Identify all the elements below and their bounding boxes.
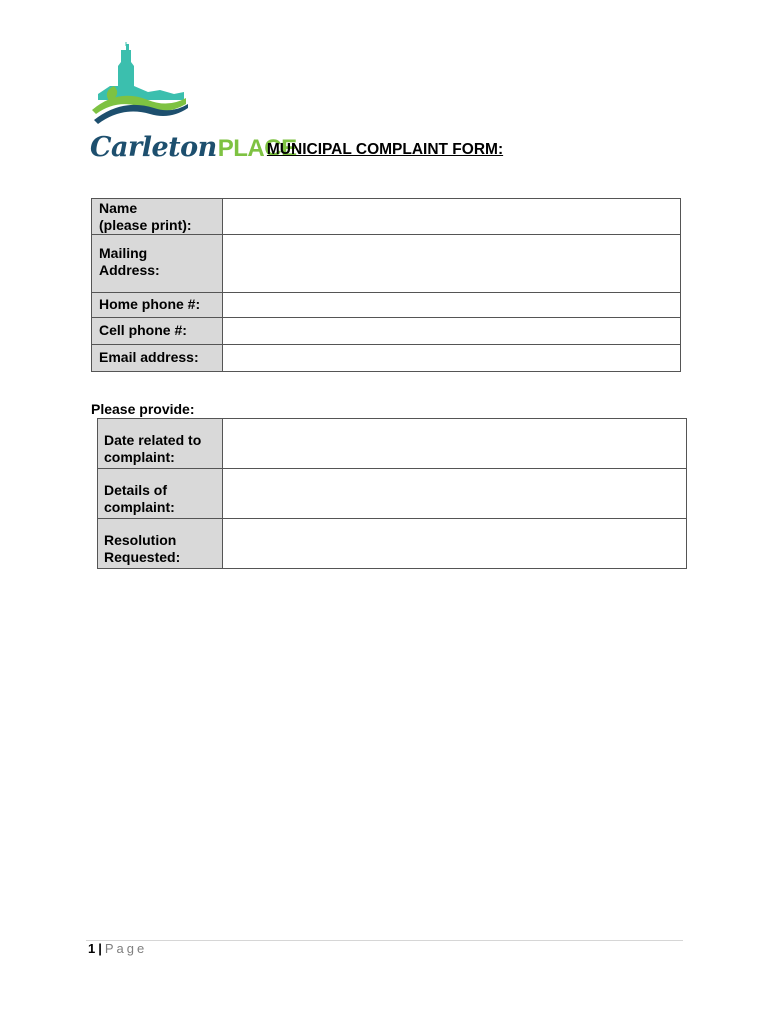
page-title: MUNICIPAL COMPLAINT FORM: [266, 141, 504, 158]
contact-info-table [91, 198, 681, 372]
label-line: Name [99, 200, 138, 216]
table-row [92, 199, 681, 235]
complaint-date-label [98, 419, 223, 469]
label-line: Cell phone #: [99, 322, 187, 338]
table-row [98, 519, 687, 569]
label-line: complaint: [104, 499, 175, 515]
footer-divider [86, 940, 683, 941]
cell-phone-label [92, 318, 223, 345]
table-row [92, 318, 681, 345]
name-label [92, 199, 223, 235]
label-line: Address: [99, 262, 160, 278]
cell-phone-field[interactable] [223, 318, 681, 345]
label-line: Requested: [104, 549, 181, 565]
complaint-details-field[interactable] [223, 469, 687, 519]
label-line: complaint: [104, 449, 175, 465]
label-line: (please print): [99, 217, 192, 233]
carleton-place-logo [88, 42, 297, 163]
footer-separator: | [98, 941, 102, 956]
complaint-details-table [97, 418, 687, 569]
label-line: Home phone #: [99, 296, 201, 312]
resolution-requested-field[interactable] [223, 519, 687, 569]
label-line: Details of [104, 482, 168, 498]
email-address-label [92, 345, 223, 372]
table-row [98, 419, 687, 469]
table-row [92, 235, 681, 293]
label-line: Resolution [104, 532, 177, 548]
mailing-address-label [92, 235, 223, 293]
logo-graphic [88, 42, 254, 138]
home-phone-field[interactable] [223, 293, 681, 318]
label-line: Date related to [104, 432, 202, 448]
mailing-address-field[interactable] [223, 235, 681, 293]
name-field[interactable] [223, 199, 681, 235]
logo-text-place: PLACE [217, 135, 297, 162]
logo-text-carleton: Carleton [90, 132, 217, 163]
resolution-requested-label [98, 519, 223, 569]
label-line: Mailing [99, 245, 148, 261]
please-provide-label: Please provide: [91, 401, 195, 417]
label-line: Email address: [99, 349, 199, 365]
page-word: Page [104, 941, 148, 956]
table-row [92, 345, 681, 372]
table-row [98, 469, 687, 519]
complaint-details-label [98, 469, 223, 519]
complaint-date-field[interactable] [223, 419, 687, 469]
table-row [92, 293, 681, 318]
page-number: 1 [88, 941, 96, 956]
email-address-field[interactable] [223, 345, 681, 372]
page-footer [88, 941, 147, 956]
home-phone-label [92, 293, 223, 318]
